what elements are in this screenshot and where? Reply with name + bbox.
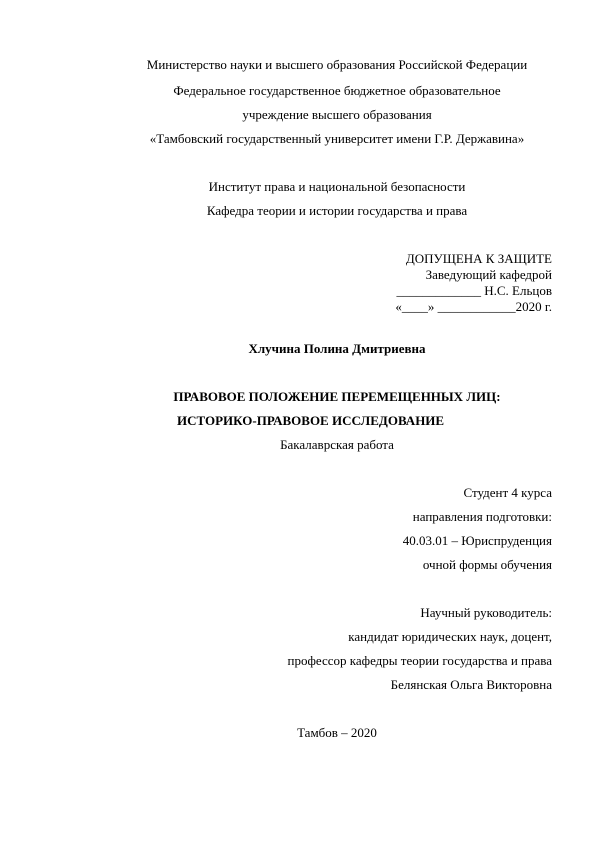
city-year: Тамбов – 2020 bbox=[297, 725, 377, 740]
supervisor-name: Белянская Ольга Викторовна bbox=[390, 677, 552, 692]
institute-name: Институт права и национальной безопасности bbox=[208, 179, 466, 194]
student-direction-code: 40.03.01 – Юриспруденция bbox=[402, 533, 552, 548]
institution-type-line-2: учреждение высшего образования bbox=[242, 107, 432, 122]
supervisor-degree: кандидат юридических наук, доцент, bbox=[348, 629, 552, 644]
institution-type-line-1: Федеральное государственное бюджетное образовательное bbox=[173, 83, 501, 98]
approval-date-line: «____» ____________2020 г. bbox=[395, 299, 552, 314]
department-name: Кафедра теории и истории государства и права bbox=[206, 203, 468, 218]
supervisor-label: Научный руководитель: bbox=[420, 605, 552, 620]
student-study-form: очной формы обучения bbox=[422, 557, 552, 572]
ministry-line: Министерство науки и высшего образования Российской Федерации bbox=[146, 57, 528, 72]
student-direction-label: направления подготовки: bbox=[412, 509, 552, 524]
work-type: Бакалаврская работа bbox=[280, 437, 394, 452]
approval-status: ДОПУЩЕНА К ЗАЩИТЕ bbox=[405, 251, 552, 266]
approval-signature-line: _____________ Н.С. Ельцов bbox=[396, 283, 552, 298]
approval-role: Заведующий кафедрой bbox=[425, 267, 552, 282]
university-name: «Тамбовский государственный университет имени Г.Р. Державина» bbox=[149, 131, 525, 146]
student-course: Студент 4 курса bbox=[463, 485, 552, 500]
thesis-title-line-1: ПРАВОВОЕ ПОЛОЖЕНИЕ ПЕРЕМЕЩЕННЫХ ЛИЦ: bbox=[173, 389, 501, 404]
author-name: Хлучина Полина Дмитриевна bbox=[248, 341, 426, 356]
supervisor-position: профессор кафедры теории государства и права bbox=[287, 653, 552, 668]
thesis-title-line-2: ИСТОРИКО-ПРАВОВОЕ ИССЛЕДОВАНИЕ bbox=[177, 413, 445, 428]
